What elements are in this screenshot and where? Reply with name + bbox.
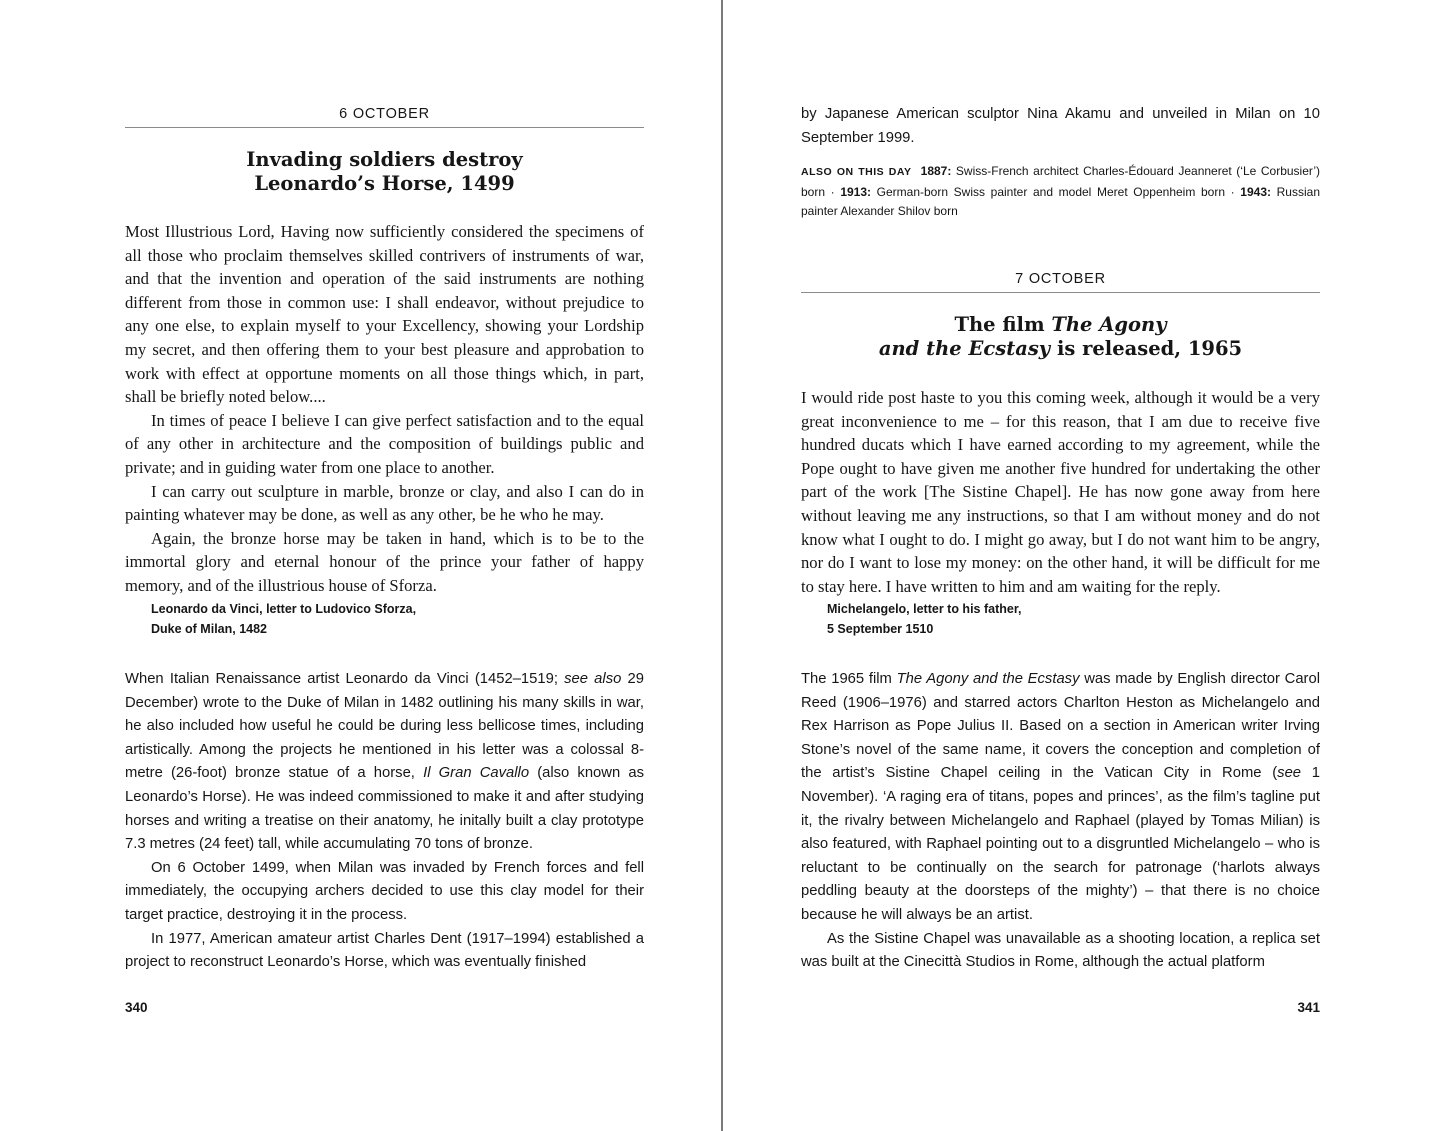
quote-paragraph: I can carry out sculpture in marble, bronze or clay, and also I can do in painting whatever may be done, as well as any other, be he who he may.	[125, 481, 644, 525]
text-run: 1 November). ‘A raging era of titans, popes and princes’, as the film’s tagline put it, the rivalry between Michelangelo and Raphael (played by Tomas Milian) is also featured, with Raphael pointing out to a disgruntled Michelangelo – who is reluctant to be continually on the search for patronage (‘harlots always peddling beauty at the doorsteps of the mighty’) – that there is no choice because he will always be an artist.	[801, 765, 1320, 923]
also-text: German-born Swiss painter and model Meret Oppenheim born ·	[871, 184, 1241, 199]
quote-paragraph: Again, the bronze horse may be taken in hand, which is to be to the immortal glory and eternal honour of the prince your father of happy memory, and of the illustrious house of Sforza.	[125, 528, 644, 595]
book-gutter	[721, 0, 723, 1131]
text-run: The 1965 film	[801, 671, 897, 687]
body-text	[125, 668, 644, 975]
text-run: When Italian Renaissance artist Leonardo da Vinci (1452–1519;	[125, 671, 565, 687]
quote-block	[801, 386, 1320, 598]
quote-attribution	[125, 600, 644, 639]
attribution-line: Michelangelo, letter to his father,	[827, 602, 1022, 616]
also-year: 1943:	[1240, 184, 1271, 199]
also-on-this-day	[801, 162, 1320, 222]
quote-attribution	[801, 600, 1320, 639]
text-run-italic: see also	[564, 671, 622, 687]
page-number: 340	[125, 1000, 148, 1015]
attribution-line: 5 September 1510	[827, 621, 934, 636]
text-run-italic: The Agony and the Ecstasy	[896, 671, 1080, 687]
attribution-line: Leonardo da Vinci, letter to Ludovico Sforza,	[151, 602, 417, 616]
also-year: 1887:	[920, 164, 952, 178]
text-run: was made by English director Carol Reed (1906–1976) and starred actors Charlton Heston as Michelangelo and Rex Harrison as Pope Julius II. Based on a section in American writer Irving Stone’s novel of the same name, it covers the conception and completion of the artist’s Sistine Chapel ceiling in the Vatican City in Rome (	[801, 671, 1320, 782]
text-run: (also known as Leonardo’s Horse). He was indeed commissioned to make it and after studying horses and writing a treatise on their anatomy, he initally built a clay prototype 7.3 metres (24 feet) tall, while accumulating 70 tons of bronze.	[125, 765, 644, 853]
title-italic: The Agony	[1051, 313, 1167, 336]
text-run-italic: Il Gran Cavallo	[423, 765, 530, 782]
title-text: is released, 1965	[1050, 337, 1243, 360]
text-run-italic: see	[1277, 765, 1302, 782]
also-text: Swiss-French architect Charles-Édouard Jeanneret (‘Le Corbusier’) born ·	[801, 164, 1321, 199]
quote-paragraph: I would ride post haste to you this coming week, although it would be a very great inconvenience to me – for this reason, that I am due to receive five hundred ducats which I have earned according to my agreement, while the Pope ought to have given me another five hundred for undertaking the other part of the work [The Sistine Chapel]. He has now gone away from here without leaving me any instructions, so that I am without money and do not know what I ought to do. I might go away, but I do not want him to be angry, nor do I want to lose my money: on the other hand, it will be difficult for me to stay here. I have written to him and am waiting for the reply.	[801, 388, 1320, 596]
entry-title	[801, 313, 1320, 361]
date-heading: 6 OCTOBER	[125, 101, 644, 128]
quote-paragraph: In times of peace I believe I can give perfect satisfaction and to the equal of any other in architecture and the composition of buildings public and private; and in guiding water from one place to another.	[125, 410, 644, 477]
also-text: Russian painter Alexander Shilov born	[801, 184, 1320, 218]
also-label: ALSO ON THIS DAY	[801, 166, 912, 178]
title-italic: and the Ecstasy	[878, 337, 1051, 360]
body-paragraph: On 6 October 1499, when Milan was invaded by French forces and fell immediately, the occupying archers decided to use this clay model for their target practice, destroying it in the process.	[125, 859, 644, 923]
body-paragraph	[801, 668, 1320, 928]
page-number: 341	[1297, 1000, 1320, 1015]
text-run: 29 December) wrote to the Duke of Milan in 1482 outlining his many skills in war, he also included how useful he could be during less bellicose times, including artistically. Among the projects he mentioned in his letter was a colossal 8-metre (26-foot) bronze statue of a horse,	[125, 671, 644, 782]
body-paragraph: In 1977, American amateur artist Charles Dent (1917–1994) established a project to reconstruct Leonardo’s Horse, which was eventually finished	[125, 930, 644, 971]
body-paragraph: As the Sistine Chapel was unavailable as a shooting location, a replica set was built at the Cinecittà Studios in Rome, although the actual platform	[801, 930, 1320, 971]
date-heading: 7 OCTOBER	[801, 266, 1320, 293]
body-text	[801, 668, 1320, 975]
quote-block	[125, 220, 644, 598]
attribution-line: Duke of Milan, 1482	[151, 621, 268, 636]
body-paragraph	[125, 668, 644, 857]
also-year: 1913:	[840, 184, 872, 199]
continued-paragraph: by Japanese American sculptor Nina Akamu and unveiled in Milan on 10 September 1999.	[801, 106, 1320, 146]
title-line-1: Invading soldiers destroy	[246, 148, 523, 171]
entry-title	[125, 148, 644, 196]
title-line-2: Leonardo’s Horse, 1499	[254, 172, 515, 195]
quote-paragraph: Most Illustrious Lord, Having now sufficiently considered the specimens of all those who proclaim themselves skilled contrivers of instruments of war, and that the invention and operation of the said instruments are nothing different from those in common use: I shall endeavor, without prejudice to any one else, to explain myself to your Excellency, showing your Lordship my secret, and then offering them to your best pleasure and approbation to work with effect at opportune moments on all those things which, in part, shall be briefly noted below....	[125, 222, 644, 407]
title-text: The film	[954, 313, 1052, 336]
